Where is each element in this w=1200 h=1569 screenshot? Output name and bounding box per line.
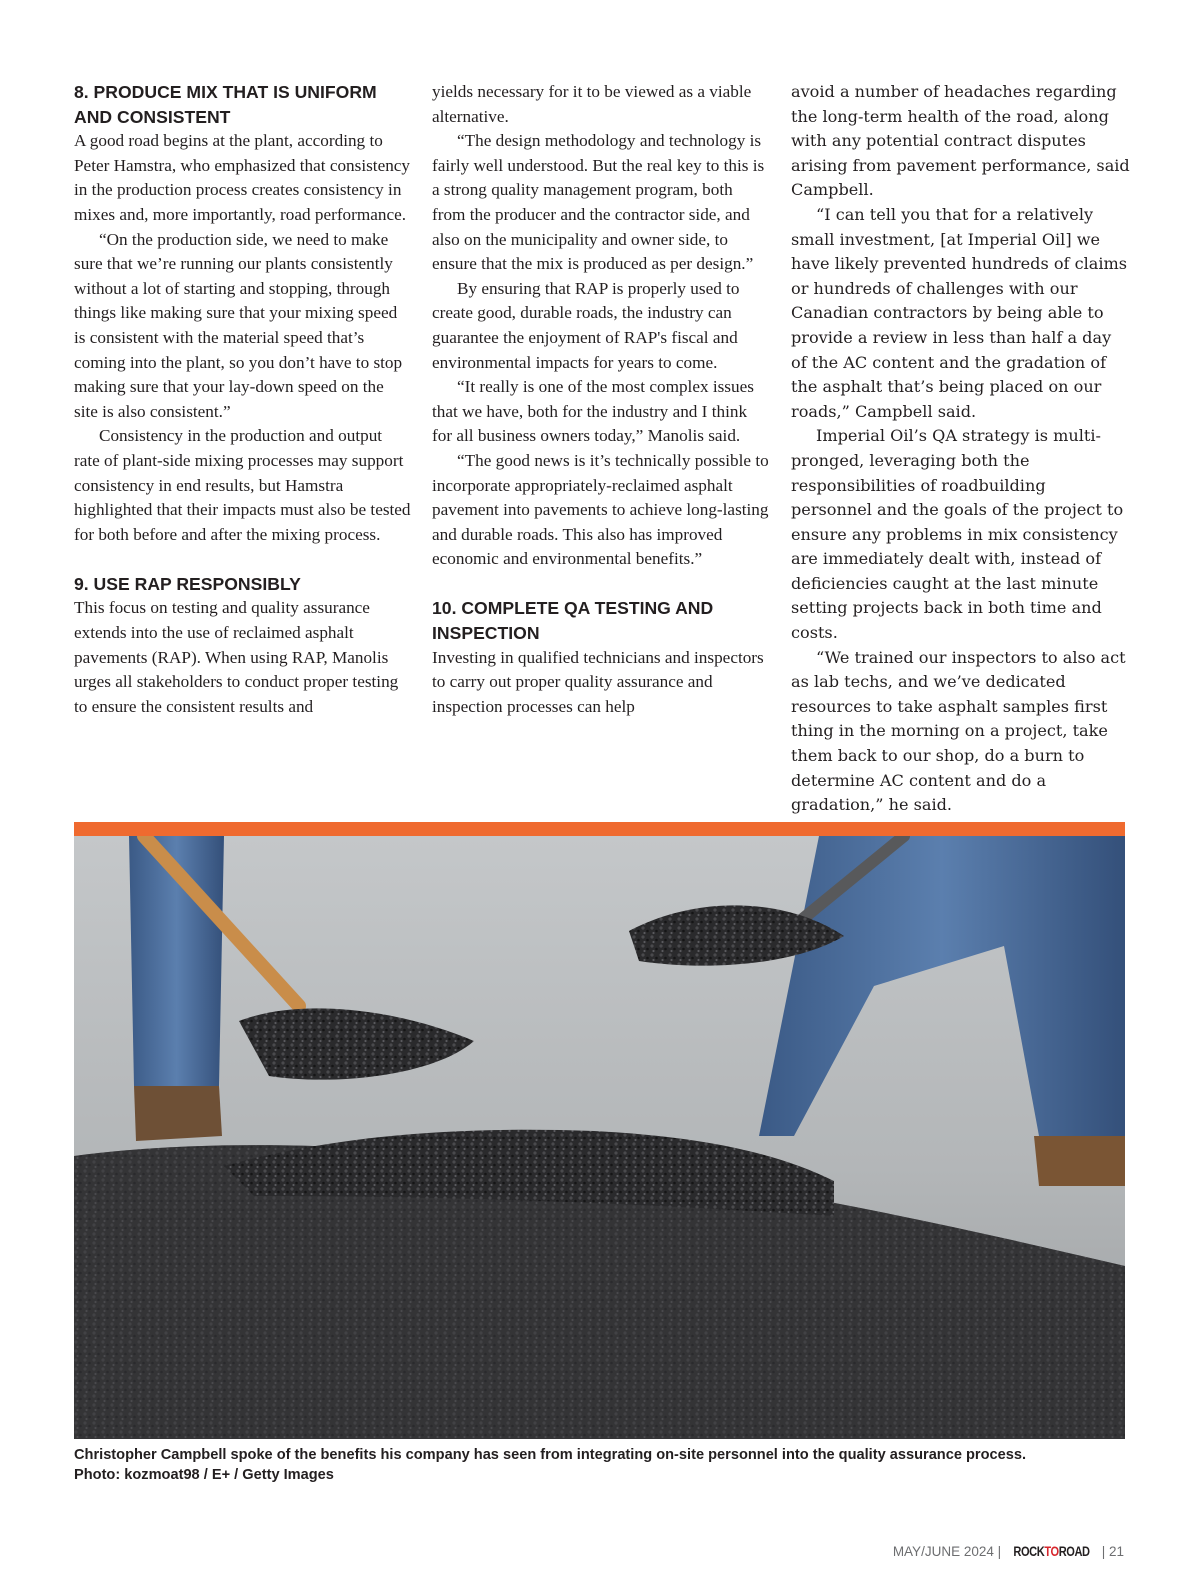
paragraph: avoid a number of headaches regarding the long-term health of the road, along with any potential contract disputes arising from pavement performance, said Campbell. bbox=[791, 82, 1130, 200]
asphalt-shovel-illustration bbox=[74, 836, 1125, 1439]
paragraph: Consistency in the production and output rate of plant-side mixing processes may support consistency in end results, but Hamstra highlighted that their impacts must also be tested for both before and after the mixing process. bbox=[74, 426, 411, 544]
article-photo bbox=[74, 822, 1125, 1439]
article-column-2 bbox=[432, 80, 769, 719]
right-worker-boot bbox=[1034, 1136, 1125, 1186]
article-column-3 bbox=[791, 80, 1131, 818]
page-footer bbox=[893, 1544, 1124, 1559]
paragraph: “The good news is it’s technically possible to incorporate appropriately-reclaimed asphalt pavement into pavements to achieve long-lasting and durable roads. This also has improved economic and environmental benefits.” bbox=[432, 450, 769, 569]
paragraph: “It really is one of the most complex issues that we have, both for the industry and I think for all business owners today,” Manolis said. bbox=[432, 377, 754, 446]
paragraph: yields necessary for it to be viewed as a viable alternative. bbox=[432, 82, 752, 126]
magazine-logo: ROCKTOROAD bbox=[1013, 1544, 1090, 1559]
issue-date: MAY/JUNE 2024 bbox=[892, 1544, 994, 1559]
article-column-1 bbox=[74, 80, 411, 719]
caption-text: Christopher Campbell spoke of the benefits his company has seen from integrating on-site personnel into the quality assurance process. bbox=[74, 1447, 1027, 1463]
paragraph: “The design methodology and technology is fairly well understood. But the real key to this is a strong quality management program, both from the producer and the contractor side, and also on the municipality and owner side, to ensure that the mix is produced as per design.” bbox=[432, 131, 765, 274]
paragraph: By ensuring that RAP is properly used to create good, durable roads, the industry can guarantee the enjoyment of RAP's fiscal and environmental impacts for years to come. bbox=[432, 278, 740, 372]
paragraph: “I can tell you that for a relatively small investment, [at Imperial Oil] we have likely prevented hundreds of claims or hundreds of challenges with our Canadian contractors by being able to provide a review in less than half a day of the AC content and the gradation of the asphalt that’s being placed on our roads,” Campbell said. bbox=[791, 204, 1128, 421]
photo-caption bbox=[74, 1445, 1134, 1485]
section-heading-8: 8. PRODUCE MIX THAT IS UNIFORM AND CONSISTENT bbox=[74, 82, 377, 127]
section-heading-9: 9. USE RAP RESPONSIBLY bbox=[74, 573, 301, 594]
footer-separator: | bbox=[997, 1544, 1002, 1559]
paragraph: Investing in qualified technicians and inspectors to carry out proper quality assurance and inspection processes can help bbox=[432, 647, 764, 716]
section-heading-10: 10. COMPLETE QA TESTING AND INSPECTION bbox=[432, 598, 714, 644]
paragraph: “We trained our inspectors to also act as lab techs, and we’ve dedicated resources to take asphalt samples first thing in the morning on a project, take them back to our shop, do a burn to determine AC content and do a gradation,” he said. bbox=[791, 647, 1126, 815]
page-number: 21 bbox=[1108, 1544, 1124, 1559]
paragraph: This focus on testing and quality assurance extends into the use of reclaimed asphalt pavements (RAP). When using RAP, Manolis urges all stakeholders to conduct proper testing to ensure the consistent results and bbox=[74, 598, 399, 716]
left-worker-boot bbox=[134, 1086, 222, 1141]
paragraph: Imperial Oil’s QA strategy is multi-pronged, leveraging both the responsibilities of roadbuilding personnel and the goals of the project to ensure any problems in mix consistency are immediately dealt with, instead of deficiencies caught at the last minute setting projects back in both time and costs. bbox=[791, 426, 1124, 643]
photo-credit: Photo: kozmoat98 / E+ / Getty Images bbox=[74, 1467, 334, 1483]
paragraph: “On the production side, we need to make sure that we’re running our plants consistently without a lot of starting and stopping, through things like making sure that your mixing speed is consistent with the material speed that’s coming into the plant, so you don’t have to stop making sure that your lay-down speed on the site is also consistent.” bbox=[74, 229, 403, 421]
paragraph: A good road begins at the plant, according to Peter Hamstra, who emphasized that consistency in the production process creates consistency in mixes and, more importantly, road performance. bbox=[74, 131, 411, 224]
accent-bar bbox=[74, 822, 1125, 836]
footer-separator: | bbox=[1101, 1544, 1106, 1559]
